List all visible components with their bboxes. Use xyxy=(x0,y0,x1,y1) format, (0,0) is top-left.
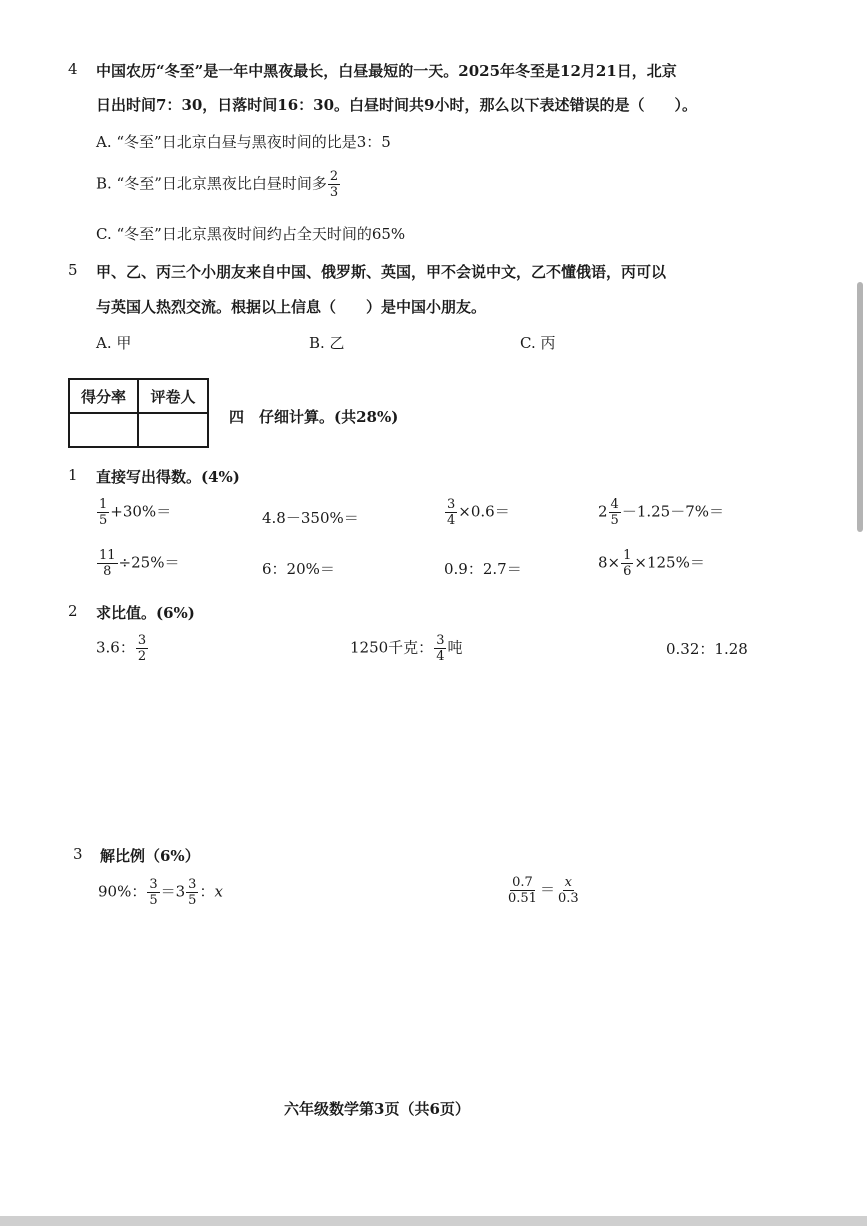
fraction xyxy=(147,878,159,907)
fraction-numerator: 3 xyxy=(188,877,197,892)
fraction-numerator: 11 xyxy=(99,548,116,563)
ratio-expr-2 xyxy=(350,634,462,663)
expression-tail: ×0.6＝ xyxy=(458,502,510,521)
question-5-option-b: B. 乙 xyxy=(309,334,345,352)
part-2-number: 2 xyxy=(68,602,78,620)
fraction-numerator: 1 xyxy=(99,497,108,512)
proportion-expr-2 xyxy=(505,876,582,905)
expression-tail: 吨 xyxy=(447,638,463,657)
question-4-line-1: 中国农历“冬至”是一年中黑夜最长，白昼最短的一天。2025年冬至是12月21日，北京 xyxy=(96,62,677,80)
fraction-denominator: 2 xyxy=(137,649,147,664)
fraction-denominator: 5 xyxy=(99,513,108,528)
expression-middle: ＝3 xyxy=(160,882,186,901)
fraction-numerator: 1 xyxy=(623,548,632,563)
fraction-denominator: 5 xyxy=(149,893,158,908)
question-5-option-a: A. 甲 xyxy=(96,334,132,352)
fraction-numerator: 2 xyxy=(329,169,339,184)
fraction-numerator: 3 xyxy=(149,877,158,892)
question-4-number: 4 xyxy=(68,60,78,78)
fraction xyxy=(186,878,198,907)
part-1-title: 直接写出得数。(4%) xyxy=(96,468,240,486)
fraction xyxy=(556,876,581,905)
fraction-denominator: 5 xyxy=(188,893,197,908)
calc-r2-c2: 6：20%＝ xyxy=(262,560,335,578)
fraction-denominator: 8 xyxy=(103,564,112,579)
calc-r2-c3: 0.9：2.7＝ xyxy=(444,560,522,578)
question-4-option-a: A. “冬至”日北京白昼与黑夜时间的比是3：5 xyxy=(96,133,391,151)
mixed-whole: 2 xyxy=(598,502,608,521)
calc-r1-c4 xyxy=(598,498,724,527)
calc-r2-c4 xyxy=(598,549,705,578)
fraction-numerator: 3 xyxy=(447,497,456,512)
vertical-scrollbar[interactable] xyxy=(857,282,863,532)
calc-r1-c3 xyxy=(444,498,510,527)
calc-r1-c1 xyxy=(96,498,171,527)
question-5-option-c: C. 丙 xyxy=(520,334,556,352)
fraction-numerator: 3 xyxy=(436,633,445,648)
score-box xyxy=(68,378,209,448)
expression-tail: ÷25%＝ xyxy=(118,553,180,572)
part-1-number: 1 xyxy=(68,466,78,484)
question-4-line-2: 日出时间7：30，日落时间16：30。白昼时间共9小时，那么以下表述错误的是（ ）。 xyxy=(96,96,697,114)
score-rate-header: 得分率 xyxy=(70,380,139,414)
horizontal-scrollbar[interactable] xyxy=(0,1216,867,1226)
question-5-line-1: 甲、乙、丙三个小朋友来自中国、俄罗斯、英国，甲不会说中文，乙不懂俄语，丙可以 xyxy=(96,263,667,281)
option-b-fraction xyxy=(328,170,340,199)
calc-r1-c2: 4.8－350%＝ xyxy=(262,509,359,527)
fraction xyxy=(97,549,118,578)
fraction xyxy=(136,634,148,663)
score-rate-cell[interactable] xyxy=(70,414,139,446)
fraction-denominator: 0.3 xyxy=(557,891,579,906)
expression-head: 1250千克： xyxy=(350,638,434,657)
question-4-option-b xyxy=(96,170,341,199)
fraction-numerator: 3 xyxy=(137,633,147,648)
ratio-separator: ： xyxy=(199,882,215,901)
question-4-option-c: C. “冬至”日北京黑夜时间约占全天时间的65% xyxy=(96,225,406,243)
fraction xyxy=(434,634,446,663)
expression-head: 3.6： xyxy=(96,638,135,657)
fraction-denominator: 0.51 xyxy=(508,891,537,906)
fraction-denominator: 4 xyxy=(436,649,445,664)
option-b-text: B. “冬至”日北京黑夜比白昼时间多 xyxy=(96,174,327,193)
grader-cell[interactable] xyxy=(139,414,207,446)
proportion-expr-1 xyxy=(98,878,223,907)
expression-head: 90%： xyxy=(98,882,147,901)
calc-r2-c1 xyxy=(96,549,179,578)
question-5-number: 5 xyxy=(68,261,78,279)
expression-tail: ×125%＝ xyxy=(634,553,705,572)
ratio-expr-3: 0.32：1.28 xyxy=(666,640,748,658)
fraction xyxy=(621,549,633,578)
part-3-number: 3 xyxy=(73,845,83,863)
section-4-title: 四 仔细计算。(共28%) xyxy=(229,408,399,426)
expression-tail: －1.25－7%＝ xyxy=(621,502,725,521)
page-footer: 六年级数学第3页（共6页） xyxy=(284,1100,470,1118)
fraction xyxy=(445,498,457,527)
expression-tail: +30%＝ xyxy=(110,502,172,521)
grader-header: 评卷人 xyxy=(139,380,207,414)
fraction-numerator: x xyxy=(564,875,572,890)
fraction-numerator: 4 xyxy=(610,497,619,512)
question-5-line-2: 与英国人热烈交流。根据以上信息（ ）是中国小朋友。 xyxy=(96,298,487,316)
fraction-denominator: 6 xyxy=(623,564,632,579)
ratio-expr-1 xyxy=(96,634,149,663)
unknown-variable: x xyxy=(214,882,223,901)
fraction-denominator: 5 xyxy=(610,513,619,528)
fraction-numerator: 0.7 xyxy=(512,875,533,890)
fraction-denominator: 4 xyxy=(447,513,456,528)
equals-sign: ＝ xyxy=(539,880,555,899)
fraction-denominator: 3 xyxy=(329,185,339,200)
fraction xyxy=(97,498,109,527)
part-3-title: 解比例（6%） xyxy=(100,847,200,865)
expression-head: 8× xyxy=(598,553,621,572)
part-2-title: 求比值。(6%) xyxy=(96,604,195,622)
fraction xyxy=(506,876,539,905)
fraction xyxy=(609,498,621,527)
